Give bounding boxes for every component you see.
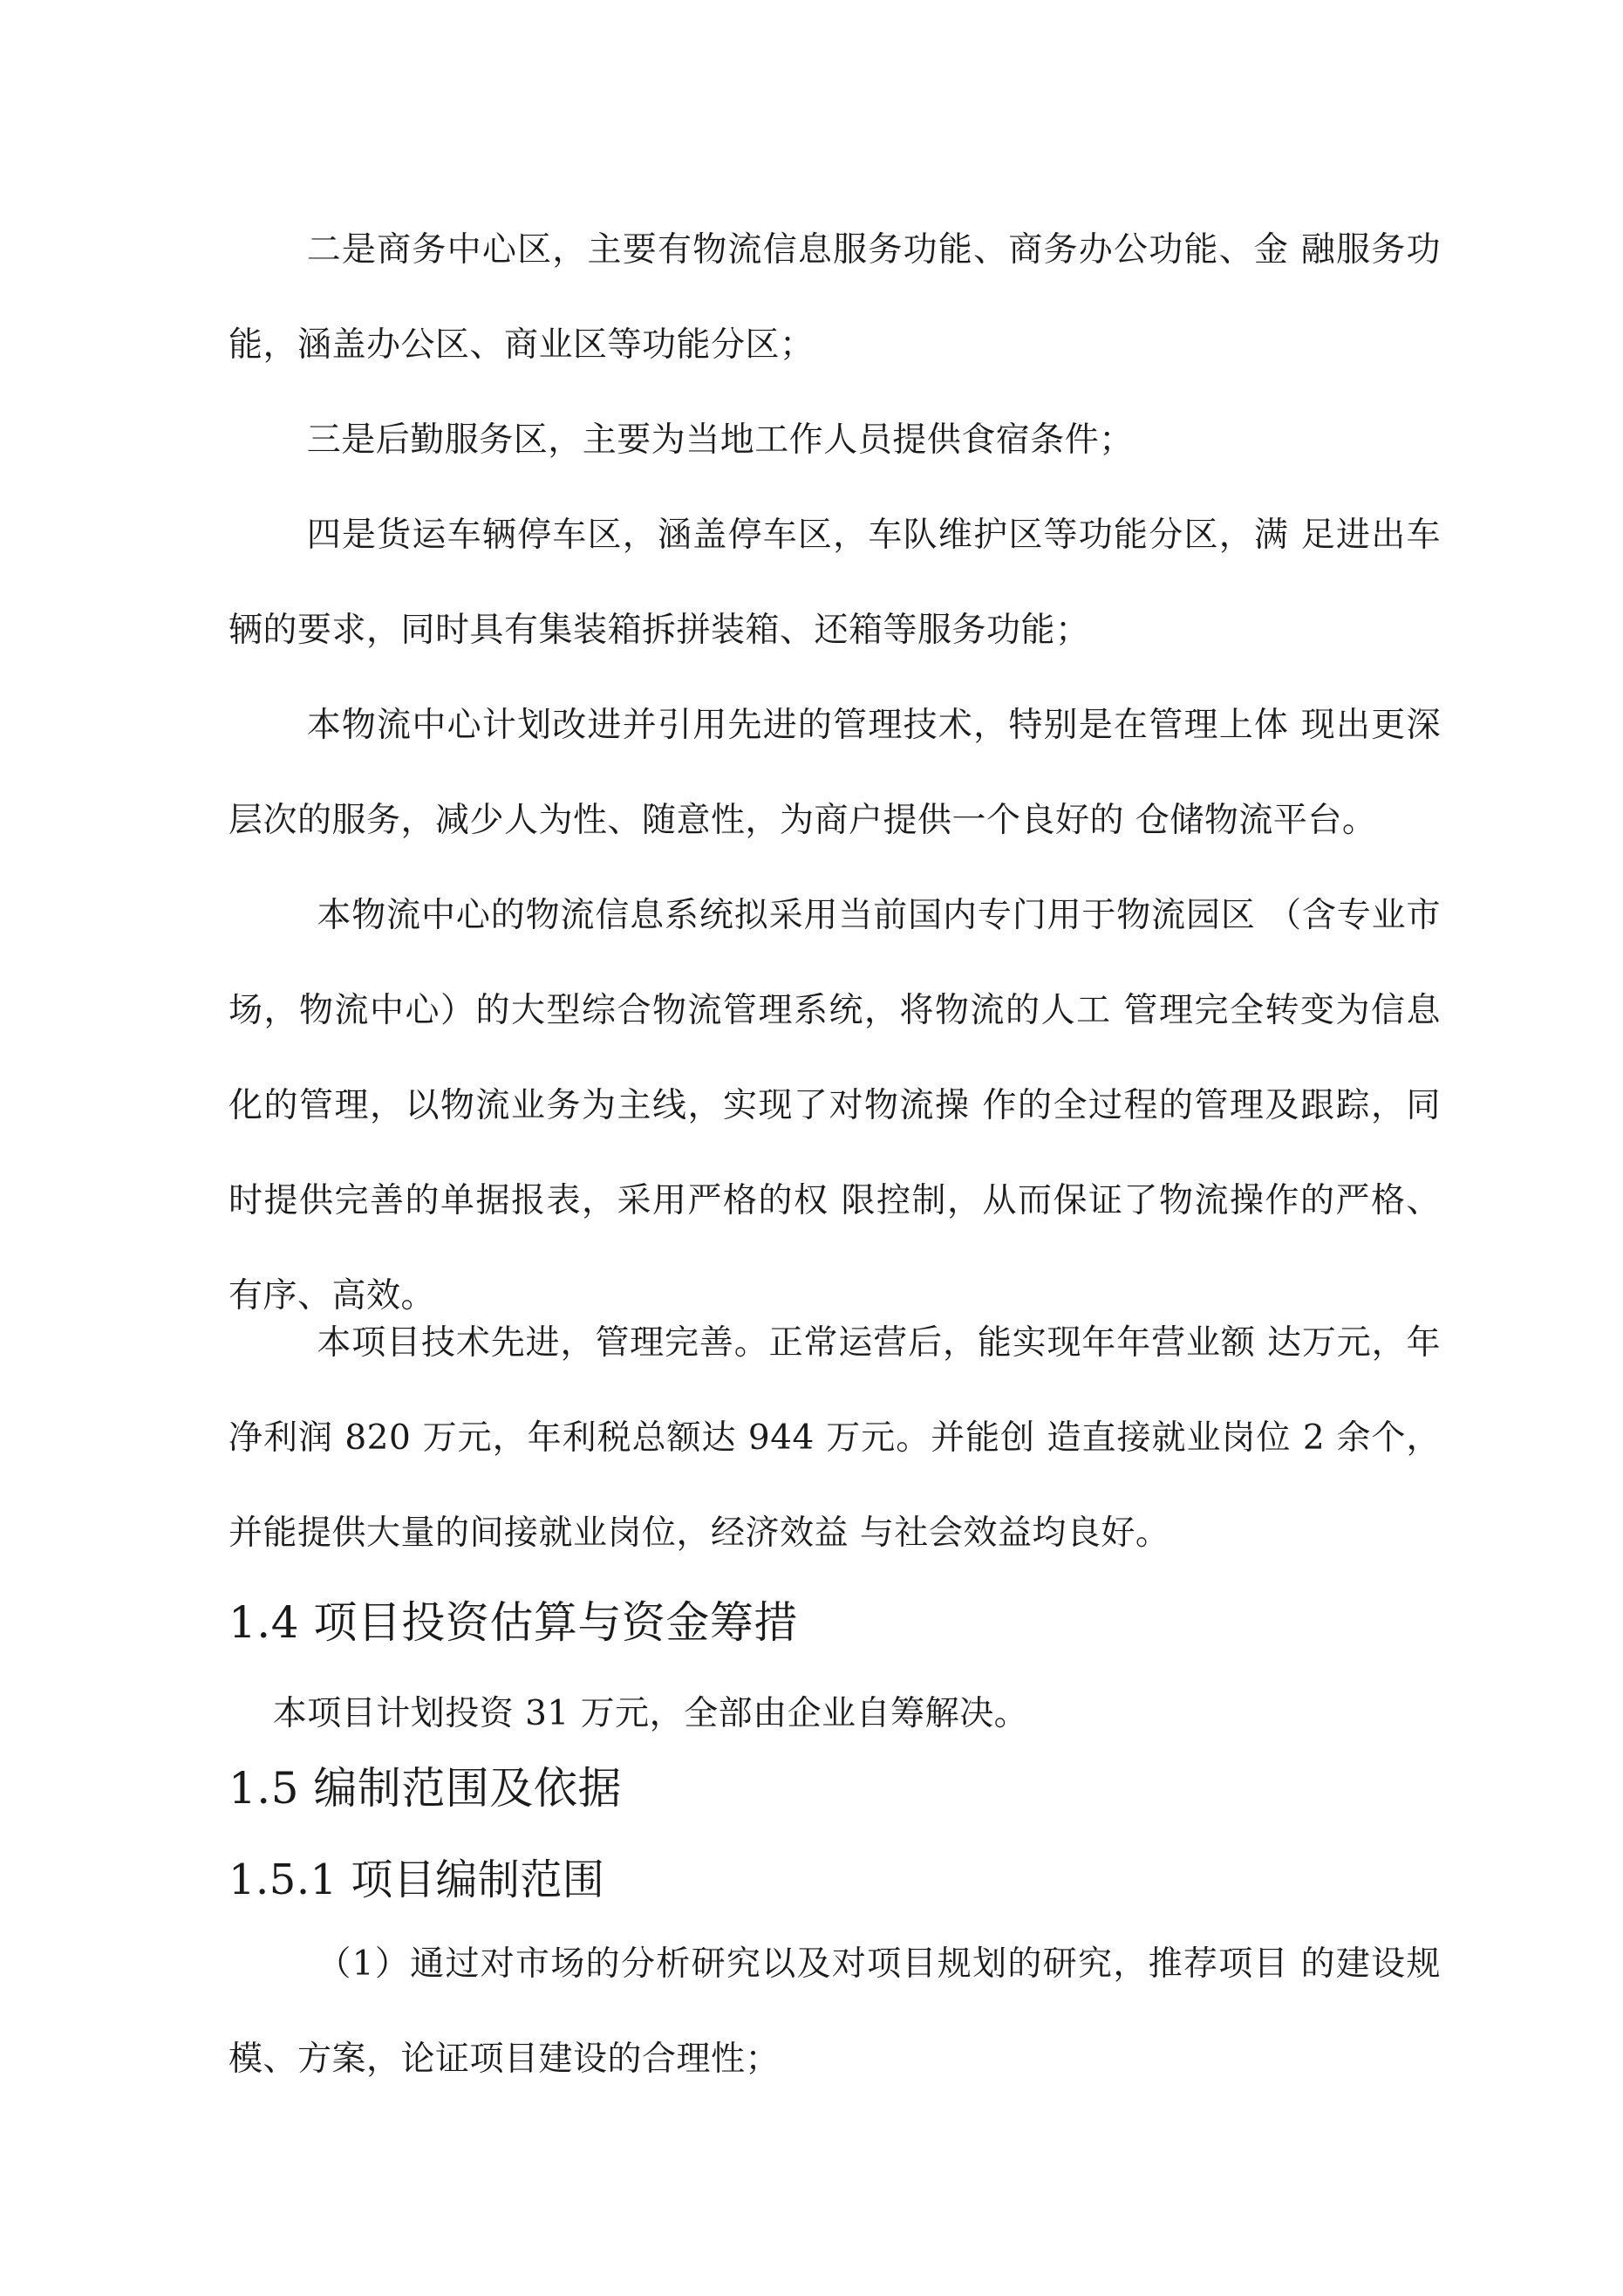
section-heading-1-5-1: 1.5.1 项目编制范围 xyxy=(228,1855,605,1904)
paragraph-investment: 本项目计划投资 31 万元，全部由企业自筹解决。 xyxy=(272,1694,1029,1733)
paragraph-economic-benefit: 本项目技术先进，管理完善。正常运营后，能实现年年营业额 达万元，年净利润 820 万元，年利税总额达 944 万元。并能创 造直接就业岗位 2 余个，并能提供大量的间接就业岗位，经济效益 与社会效益均良好。 xyxy=(228,1323,1441,1553)
paragraph-truck-parking-zone: 四是货运车辆停车区，涵盖停车区，车队维护区等功能分区，满 足进出车辆的要求，同时具有集装箱拆拼装箱、还箱等服务功能； xyxy=(228,516,1441,650)
section-heading-1-4: 1.4 项目投资估算与资金筹措 xyxy=(228,1597,798,1648)
paragraph-information-system: 本物流中心的物流信息系统拟采用当前国内专门用于物流园区 （含专业市场，物流中心）的大型综合物流管理系统，将物流的人工 管理完全转变为信息化的管理，以物流业务为主线，实现了对物流操 作的全过程的管理及跟踪，同时提供完善的单据报表，采用严格的权 限控制，从而保证了物流操作的严格、有序、高效。 xyxy=(228,896,1441,1315)
paragraph-management-technology: 本物流中心计划改进并引用先进的管理技术，特别是在管理上体 现出更深层次的服务，减少人为性、随意性，为商户提供一个良好的 仓储物流平台。 xyxy=(228,706,1441,840)
section-heading-1-5: 1.5 编制范围及依据 xyxy=(228,1763,622,1814)
paragraph-scope-item-1: （1）通过对市场的分析研究以及对项目规划的研究，推荐项目 的建设规模、方案，论证项目建设的合理性； xyxy=(228,1944,1441,2079)
paragraph-logistics-service-zone: 三是后勤服务区，主要为当地工作人员提供食宿条件； xyxy=(306,420,1134,460)
paragraph-commerce-zone: 二是商务中心区，主要有物流信息服务功能、商务办公功能、金 融服务功能，涵盖办公区、商业区等功能分区； xyxy=(228,230,1441,365)
